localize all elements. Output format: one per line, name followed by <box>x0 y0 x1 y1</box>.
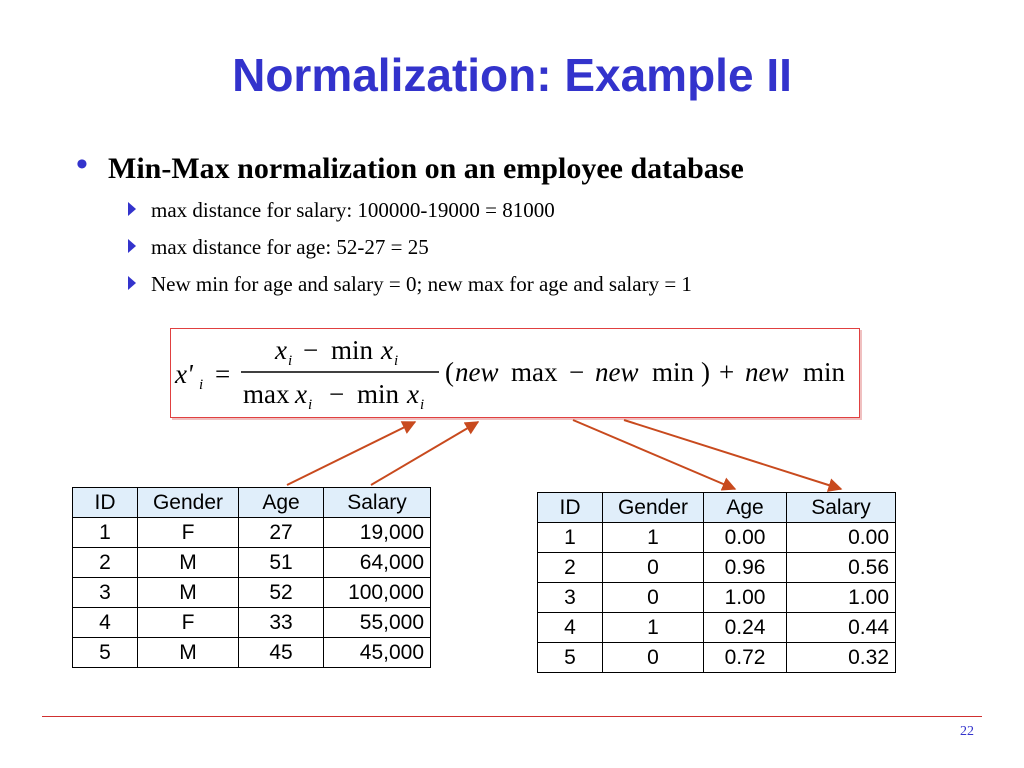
cell-salary: 1.00 <box>787 583 896 613</box>
header-age: Age <box>239 488 324 518</box>
table-row <box>538 643 896 673</box>
table-row <box>538 583 896 613</box>
cell-id: 3 <box>73 578 138 608</box>
header-salary: Salary <box>324 488 431 518</box>
cell-gender: 1 <box>603 523 704 553</box>
cell-gender: 0 <box>603 553 704 583</box>
sub-bullet-text: max distance for age: 52-27 = 25 <box>151 235 429 259</box>
arrow-age-to-formula <box>287 422 415 485</box>
cell-gender: 0 <box>603 583 704 613</box>
table-row <box>73 518 431 548</box>
formula-den-max: max <box>243 379 290 409</box>
formula-equals: = <box>215 359 231 389</box>
cell-salary: 0.56 <box>787 553 896 583</box>
cell-gender: M <box>138 638 239 668</box>
normalized-employee-table <box>537 492 896 673</box>
cell-age: 52 <box>239 578 324 608</box>
header-id: ID <box>538 493 603 523</box>
cell-age: 0.72 <box>704 643 787 673</box>
cell-salary: 55,000 <box>324 608 431 638</box>
cell-age: 33 <box>239 608 324 638</box>
cell-salary: 100,000 <box>324 578 431 608</box>
header-age: Age <box>704 493 787 523</box>
arrow-salary-to-formula <box>371 422 478 485</box>
sub-bullet-text: New min for age and salary = 0; new max for age and salary = 1 <box>151 272 692 296</box>
header-gender: Gender <box>138 488 239 518</box>
table-header-row <box>538 493 896 523</box>
table-row <box>73 548 431 578</box>
cell-id: 5 <box>73 638 138 668</box>
cell-age: 0.24 <box>704 613 787 643</box>
cell-salary: 64,000 <box>324 548 431 578</box>
cell-age: 51 <box>239 548 324 578</box>
formula-max: max <box>511 357 558 387</box>
cell-id: 5 <box>538 643 603 673</box>
cell-id: 1 <box>73 518 138 548</box>
cell-age: 45 <box>239 638 324 668</box>
cell-id: 2 <box>73 548 138 578</box>
table-header-row <box>73 488 431 518</box>
formula-den-x: x <box>295 379 307 409</box>
cell-salary: 0.32 <box>787 643 896 673</box>
cell-id: 3 <box>538 583 603 613</box>
original-employee-table <box>72 487 431 668</box>
formula-num-x: x <box>275 335 287 365</box>
formula-rparen: ) <box>701 357 710 387</box>
formula-minus-2: − <box>569 357 585 387</box>
formula-new-1: new <box>455 357 499 387</box>
formula-min-2: min <box>652 357 695 387</box>
table-row <box>73 638 431 668</box>
formula-den-x2: x <box>407 379 419 409</box>
formula-plus: + <box>719 357 735 387</box>
formula-num-minus: − <box>303 335 319 365</box>
cell-id: 2 <box>538 553 603 583</box>
cell-salary: 0.44 <box>787 613 896 643</box>
formula-num-sub: i <box>288 353 293 369</box>
sub-bullet-text: max distance for salary: 100000-19000 = 81000 <box>151 198 555 222</box>
formula-den-minus: − <box>329 379 345 409</box>
formula-new-3: new <box>745 357 789 387</box>
cell-salary: 0.00 <box>787 523 896 553</box>
cell-id: 4 <box>538 613 603 643</box>
table-row <box>73 608 431 638</box>
cell-gender: 1 <box>603 613 704 643</box>
header-id: ID <box>73 488 138 518</box>
cell-age: 0.00 <box>704 523 787 553</box>
cell-age: 0.96 <box>704 553 787 583</box>
table-row <box>538 613 896 643</box>
page-number: 22 <box>960 724 974 739</box>
formula-lparen: ( <box>445 357 454 387</box>
formula-min-3: min <box>803 357 846 387</box>
header-salary: Salary <box>787 493 896 523</box>
bullet-dot-icon: • <box>76 146 88 183</box>
table-row <box>538 553 896 583</box>
formula-num-min: min <box>331 335 374 365</box>
formula-den-sub2: i <box>420 397 425 413</box>
cell-salary: 19,000 <box>324 518 431 548</box>
cell-gender: 0 <box>603 643 704 673</box>
cell-gender: M <box>138 548 239 578</box>
cell-age: 1.00 <box>704 583 787 613</box>
formula-num-x2: x <box>381 335 393 365</box>
formula-den-sub: i <box>308 397 313 413</box>
footer-divider <box>42 716 982 717</box>
formula-lhs: x' <box>175 359 193 389</box>
slide-title: Normalization: Example II <box>232 49 792 101</box>
table-row <box>73 578 431 608</box>
header-gender: Gender <box>603 493 704 523</box>
cell-age: 27 <box>239 518 324 548</box>
cell-salary: 45,000 <box>324 638 431 668</box>
formula-den-min: min <box>357 379 400 409</box>
main-bullet-text: Min-Max normalization on an employee database <box>108 152 744 185</box>
cell-gender: F <box>138 518 239 548</box>
table-row <box>538 523 896 553</box>
cell-id: 4 <box>73 608 138 638</box>
formula-new-2: new <box>595 357 639 387</box>
cell-id: 1 <box>538 523 603 553</box>
cell-gender: F <box>138 608 239 638</box>
cell-gender: M <box>138 578 239 608</box>
formula-num-sub2: i <box>394 353 399 369</box>
formula-lhs-sub: i <box>199 377 204 393</box>
